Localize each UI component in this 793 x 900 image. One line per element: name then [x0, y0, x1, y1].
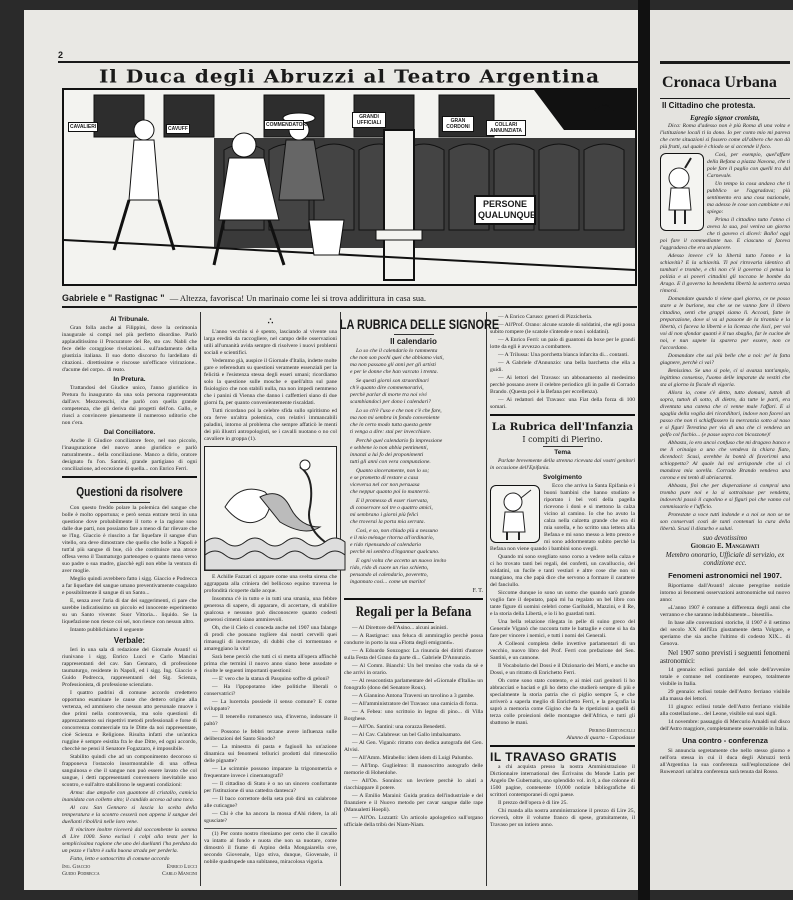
- poem-signature: F. T.: [472, 588, 483, 594]
- poem-line: ingannato così... come un marito!: [350, 579, 426, 585]
- paragraph: Benissimo. Se uno si pole, ci si avanza tant'ampio, legittimo consenso, l'uomo delle imparate da vestiti che sta al giorno la fiscale di vigoria.: [660, 367, 790, 388]
- poem-line: e il mio ménage ritorna all'ordinario,: [350, 535, 434, 541]
- poem-line: che non son pochi quei che abbiamo visti,: [350, 355, 444, 361]
- gift-item: — A Edoardo Sonzogno: La rinuncia dei diritti d'autore sulla Festa del Grano da parte di... Gabriele D'Annunzio.: [344, 648, 483, 661]
- poem-line: Così, e so, non chiudo più a nessuno: [356, 528, 438, 534]
- signature: Enrico Lucci: [166, 864, 197, 870]
- paragraph: Il Vocabolario del Dossi e il Dizionario dei Morti, e anche un Dossi, e un ritratto di Enrichetto Ferri.: [490, 663, 635, 676]
- header-rule: [58, 61, 638, 63]
- ornament-stars: ∴: [267, 316, 274, 326]
- paragraph: Riportiamo dall'Avanti! alcune peregrine notizie intorno ai fenomeni osservazioni astronomiche sul nuovo anno:: [660, 582, 790, 603]
- poem-line: viceversa nel cor non persuasa: [350, 482, 420, 488]
- page-gutter: [638, 0, 650, 900]
- poem-title: Il calendario: [390, 337, 437, 346]
- poem-line: ma non passano gli anni per gli artisti: [350, 362, 436, 368]
- headline: Il Duca degli Abruzzi al Teatro Argentina: [98, 65, 601, 87]
- column-1: [62, 314, 197, 886]
- poem-line: e per le donne che han varcato i trenta.: [350, 369, 438, 375]
- paragraph: Chi manda alla nostra amministrazione il prezzo di Lire 25, riceverà, oltre il volume franco di spese, gratuitamente, il Travaso per un intiero anno.: [490, 808, 635, 828]
- paragraph: Fatto, letto e sottoscritto di comune accordo: [70, 856, 170, 862]
- question: — La lucertola possiede il senso comune? E come sviluppato?: [204, 699, 337, 712]
- column-divider: [486, 312, 487, 886]
- poem-line: che troverai la porta mia serrata.: [350, 519, 425, 525]
- poem-stanza: [350, 468, 483, 496]
- column-divider: [200, 312, 201, 886]
- paragraph: Oh, che il Cielo ci conceda anche nel 1907 una falange di prodi che possano togliere dai nostri cervelli quei rimasugli di incertezze, di dubbi che ci tormentano e amareggiano la vita!: [204, 625, 337, 652]
- column-4: [490, 314, 635, 886]
- gift-item: — All'Amm. Mirabello: idem idem di Luigi Palumbo.: [352, 755, 474, 761]
- gift-item: — A Enrico Caruso: generi di Pizzicheria.: [498, 314, 593, 320]
- poem-line: innanzi a lui fo dei proponimenti: [350, 452, 424, 458]
- poem-line: Se questi giorni son straordinari: [356, 378, 429, 384]
- paragraph: Arma: due ampolle con guantone di cristallo, camicia inamidata con colletto alto; il candido acceso ad una toca.: [62, 790, 197, 803]
- paragraph: L'anno vecchio si è spento, lasciando al vivente una larga eredità da raccogliere, nel campo delle osservazioni utili all'umanità avida sempre di risolvere i nuovi problemi sociali e scientifici.: [204, 329, 337, 356]
- poem-stanza: [350, 378, 483, 406]
- gift-item: — Al resocontista parlamentare del «Giornale d'Italia» un fonografo (dono del Senatore Roux).: [344, 678, 483, 691]
- sign-devoted: suo devotissimo: [702, 533, 748, 542]
- question: — Il baco correttore della seta può dirsi un calabrone alle cuticagne?: [204, 796, 337, 809]
- section-title: Verbale:: [113, 636, 146, 645]
- paragraph: Insomma c'è in tutto e in tutti una smania, una febbre generosa di sapere, di apparare, di accertare, di stabilire qualcosa e nessuno può disconoscere quanto codesti generosi cimenti siano ammirevoli.: [204, 596, 337, 623]
- paragraph: Trattandosi del Giudice unico, l'anno giuridico in Pretura fu inaugurato da una sola persona rappresentata dall'avv. Mezzoreschi, che parlò con quella grande competenza, che gli deriva dai progetti dell'on. Gallo, e riuscì a convincere pienamente il numeroso uditorio che non c'era.: [62, 385, 197, 426]
- poem-line: perchè mi sembra d'ingannar qualcuno.: [350, 549, 440, 555]
- signature: Ing. Giaccio: [62, 864, 91, 870]
- question: — La minestra di pasta e fagiuoli ha un'azione dinamica sui fenomeni tellurici prodotti dal rimescolio delle pignatte?: [204, 744, 337, 764]
- gift-item: — All'Imp. Guglielmo: Il manoscritto autografo delle memorie di Hohenlohe.: [344, 763, 483, 776]
- paragraph: Allora io, come s'è detto, tutto domani, tuttoh di sopra, tuttoh di sotto, di dietro, da tutte le parti, era diventata una catena che ci venne male l'affari. E si sgaglia della voglia dei ricordiltori, indove non facevi un passo che non ti schiaffassero la mercanzia sotto al naso e si figuri Terestina per via di una che ci vendeva un golfo col fischio... (e passe sopra con bicozzone)!: [660, 389, 790, 438]
- paragraph: Sarà bene perciò che tutti ci si metta all'opera affinchè prima che termini il nuovo anno siano bene assodate e risolte le seguenti importanti questioni:: [204, 654, 337, 674]
- section-title: Al Tribunale.: [109, 316, 149, 323]
- caption-text: — Altezza, favorisca! Un marinaio come lei si trova addirittura in casa sua.: [169, 293, 427, 303]
- poem-line: ti venga a dire: stai per invecchiare.: [350, 429, 432, 435]
- svolgimento-label: Svolgimento: [542, 474, 582, 481]
- paragraph: Con questo freddo polare la polemica del sangue che bolle è molto opportuna; e però senza entrare terzi in una questione dove probabilmente il torto e la ragione sono dalle due parti, non possiamo fare a meno di far rilevare che se l'Ing. Giaccio è riuscito a far liquefare il sangue d'un vitello, ora deve dimostrare che quello che bolle a Napoli è tutt'al più sangue di bue, ciò che costituisce una atroce offesa verso il Taumaturgo partenopeo o quanto meno verso suo padre o sua madre, giacchè egli non ebbe la ventura di aver moglie.: [62, 505, 197, 574]
- paragraph: Siccome dunque io sono un uomo che quando sarò grande voglio fare il deputato, papà mi ha regalato un bel libro con tante figure di uomini celebri come Garibaldi, Mazzini, e il Re, e la storia della Libertà, e io li ho guardati tutti.: [490, 590, 635, 617]
- question: — Ha l'ippopotamo idee politiche liberali o conservatrici?: [204, 684, 337, 697]
- gift-item: — A Trilussa: Una porchetta bianca infarcita di... contanti.: [498, 352, 629, 358]
- question: — Le scimmie possono imparare la trigonometria e frequentare invece i cinematografi?: [204, 766, 337, 779]
- article-title: Questioni da risolvere: [76, 484, 183, 499]
- poem-line: Perchè quel calendario fa impressione: [356, 438, 443, 444]
- paragraph: Quando mi sono svegliato sono corso a vedere nella calza e ci ho trovato tanti bei regali, dei confetti, un cavalluccio, dei soldatini, un fucile e tanti vestiari e altre cose che non si mangiano, ma che papà dice che servono a formare il carattere del fanciullo.: [490, 554, 635, 588]
- signature: Guido Podrecca: [62, 871, 100, 877]
- poem-stanza: [350, 408, 483, 436]
- sign-cavuff: CAVUFF: [168, 126, 188, 132]
- regali-title: Regali per la Befana: [355, 605, 472, 620]
- paragraph: Vedemmo già, auspice il Giornale d'Italia, indette molte gare e referendum su questioni veramente essenziali per la felicità e l'esistenza stessa degli esseri umani; ricordiamo solo la questione sulle mosche e quell'altra sul pane fisiologico che non stabilì nulla, ma non impedì nemmeno che i panini di Vienna che danno i caffettieri siano di due giorni fa, per quanto convenientemente riscaldati.: [204, 358, 337, 406]
- caption-rule: [62, 306, 637, 308]
- poem-line: Lo so ch'è l'uso e che non c'è che fare,: [356, 408, 442, 414]
- rubrica-signore-title: LA RUBRICA DELLE SIGNORE: [339, 316, 500, 332]
- paragraph: Ecco che arriva la Santa Epifania e i buoni bambini che hanno studiato e riportato i bei voti della pagella ricevono i doni e si mettono la calza vicino al camino. Io che ho avuto la calza nella calzetta grande che era di mia sorella, e ho scritto una lettera alla Befana e mi sono messo a letto presto e mi sono addormentato subito perchè la Befana non viene quando i bambini sono svegli.: [490, 483, 635, 552]
- gift-item: — A Giannino Antona Traversi un tavolino a 3 gambe.: [352, 693, 475, 699]
- salutation: Egregio signor cronista,: [690, 114, 760, 122]
- paragraph: Il vincitore inoltre riceverà dal soccombente la somma di Lire 1000. Sono esclusi i colpi alla testa per la semplicissima ragione che uno dei duellanti l'ha perduta da un pezzo e l'altro è sulla buona strada per perderla.: [62, 827, 197, 854]
- gift-item: — A Febea: uno scrittoio in legno di pino... di Villa Borghese.: [344, 709, 483, 722]
- paragraph: Così, per esempio, quel'affare della Befana a piazza Navona, che ti pole fare il paglio con quelli tra dal Carnevale.: [707, 151, 790, 179]
- paragraph: Intanto pubblichiamo il seguente: [70, 627, 144, 633]
- poem-line: di conservare sol tre o quattro amici,: [350, 505, 433, 511]
- paragraph: 14 gennaio: eclissi parziale del sole dell'avvenire totale e comune nel continente europeo, totalmente visibile in Italia.: [660, 666, 790, 687]
- paragraph: In base alle convenzioni storiche, il 1907 è il settimo del secolo XX dell'Era giustamente detta Volgare, e speriamo che sia anche l'ultimo di codesto XIX... di Genova.: [660, 619, 790, 647]
- paragraph: Protestate a voce tutti indonde e a noi se non se ne son conservati costi de tanti contenuti la cura della libertà. Scusi il disturbo e saluti.: [660, 511, 790, 532]
- poem-line: e sebbene io non abbia pentimenti,: [350, 445, 428, 451]
- gift-item: — Al Comm. Bianchi: Un bel trenino che vada da sè e che arrivi in orario.: [344, 663, 483, 676]
- gift-item: — Al Direttore dell'Asino... alcuni asinisti.: [352, 625, 448, 631]
- poem-line: E ogni volta che accetto un nuovo invito: [356, 558, 447, 564]
- cittadino-subtitle: Il Cittadino che protesta.: [662, 101, 756, 110]
- page-number: 2: [58, 50, 64, 60]
- poem-line: e se prometto di restare a casa: [350, 475, 419, 481]
- question: — Il tenerello romanesco usa, d'inverno, indossare il paltò?: [204, 714, 337, 727]
- gift-item: — A Emilio Maraini: Guida pratica dell'industriale e del finanziere e il Nuovo metodo per cavar sangue dalle rape (Manualetti Hoepli).: [344, 793, 483, 813]
- sign-gran-cordoni: GRAN CORDONI: [442, 116, 474, 132]
- gift-item: — All'amministratore del Travaso: una camicia di forza.: [352, 701, 478, 707]
- sign-cavalieri: CAVALIERI: [70, 124, 97, 130]
- regali-list: [344, 625, 483, 829]
- paragraph: Stabilito quindi che ad un componimento decoroso si frapponeva l'ostacolo insormontabile di una offesa sanguinosa e che il sangue non può essere lavato che col sangue, i detti rappresentanti convennero inevitabile uno scontro, e sull'altro stabilirono le seguenti condizioni:: [62, 754, 197, 788]
- question: — Possono le febbri terzane avere influenza sulle deliberazioni del Santo Sinodo?: [204, 729, 337, 742]
- question: — Il cittadino di Stato è o no un sincero confortante per l'istituzione di una cattedra dantesca?: [204, 781, 337, 794]
- pierino-signature: Pierino Bertoncelli: [588, 728, 635, 734]
- paragraph: Meglio quindi avrebbero fatto i sigg. Giaccio e Podrecca a far liquefare del sangue umano preventivamente coagulato e possibilmente il sangue di un Santo...: [62, 576, 197, 596]
- footnote: (1) Per conto nostro riteniamo per certo che il cavallo va intatto al fondo e nuota che non sa nuotare, come dimostrò il fiume di Arpino della Mongaiarella ove, secondo Giovenale, Ugo stiva, dunque, Giovenale, il nobile quadrupede una subitanea, miracolosa vigoria.: [204, 828, 337, 866]
- regali-list-continued: [490, 314, 635, 411]
- poem-stanza: [350, 528, 483, 556]
- poem-line: Quanto sinceramente, non lo so;: [356, 468, 430, 474]
- paragraph: Tutti ricordano poi la celebre sfida sullo spiritismo ed ora ferve un'altra polemica, con relativi immancabili paladini, intorno al problema che sempre affaticò le menti dei più illustri antropologisti, se i cavalli nuotano o no col cavaliere in groppa (1).: [204, 408, 337, 442]
- poem-line: che neppur quanto poi lo manterrò.: [350, 489, 430, 495]
- column-2: [204, 314, 337, 886]
- gift-item: — Ai redattori del Travaso: una Fiat della forza di 100 somari.: [490, 397, 635, 410]
- gift-item: — Al Gen. Viganò: ritratto con dedica autografa del Gen. Alvisi.: [344, 740, 483, 753]
- gift-item: — Al Cav. Calabrese: un bel Gallo imbalsamato.: [352, 732, 462, 738]
- gift-item: — A Rastignac: una feluca di ammiraglio perchè possa condurre in porto la sua «Flotta degli emigranti».: [344, 633, 483, 646]
- travaso-gratis-title: IL TRAVASO GRATIS: [490, 745, 635, 764]
- paragraph: E Achille Fazzari ci appare come una svelta sirena che aggrappata alla criniera del bellicoso equino traversa le profondità ricoperte dalle acque.: [204, 574, 337, 594]
- poem-line: rido, rido di cuore un riso schietto,: [350, 565, 429, 571]
- section-title: Dal Conciliatore.: [103, 429, 156, 436]
- poem-line: pensando al calendario, poveretto,: [350, 572, 428, 578]
- poem-line: perchè parlar di morte tra noi vivi: [350, 392, 427, 398]
- cronaca-urbana-title: Cronaca Urbana: [662, 74, 777, 91]
- theater-cartoon: [64, 90, 635, 284]
- paragraph: Abbasta, io ero ancoi confuso che mi dragavo banco e me li orinaigo a uno che vendeva la chiara fiato, dicendoci: Scusi, avrebbe la bontà di favorirmi una schioppetta? Al quale lui mi arrisponde che si ci mandava mia sorella. Corrado Brando vendeva una corona e mi tentò di ubriacarmi.: [660, 439, 790, 481]
- poem-stanza: [350, 558, 483, 586]
- paragraph: Domandate quando ti viene quel giorno, ce ne posso stare a le burlone, ma che se ne vanno fare il libero cittadino, senti che gruppi siamo lì. Accosti, fatte le preparazione, dove si va al passone de la tirannia e la libertà, ci faceva la libertà e la licenza che lisci, per voi voi di non sfondar quanti è il tuo sbaglio, far le cucine de noi, e nun sapete la sparera per essere, non ce l'accordano.: [660, 295, 790, 351]
- paragraph: 29 gennaio: eclissi totale dell'Astro ferriano visibile alla massa dei lettori.: [660, 688, 790, 702]
- poem-line: E il promesso di esser riservata,: [356, 498, 429, 504]
- infanzia-title: La Rubrica dell'Infanzia: [491, 421, 634, 433]
- paragraph: Dica: Roma d'adesso non è più Roma di una volta e l'istituzione locali ti la dono. Io per conto mio mi pareva che certe situazioni si fossero come all'albero che non dà più frutti, sul quale è chiodo se si accende il foco.: [660, 122, 790, 150]
- gift-item: — All'Prof. Orano: alcune scatole di soldatini, che egli possa subito rompere (le scatole s'intende e non i soldatini).: [490, 322, 635, 335]
- sign-collari-annunziata: COLLARI ANNUNZIATA: [486, 120, 526, 136]
- fenomeni-title: Fenomeni astronomici nel 1907.: [668, 570, 782, 580]
- section-title: In Pretura.: [113, 376, 146, 383]
- paragraph: Ieri in una sala di redazione del Giornale Avanti! si riunivano i sigg. Enrico Lucci e Carlo Mancini rappresentanti del cav. San Gennaro, di professione taumaturgo, residente in Napoli, ed i sigg. Ing. Giaccio e Guido Podrecca, rappresentanti del Sig. Scienza, Professionista, di professione scienziato.: [62, 647, 197, 688]
- paragraph: «L'anno 1907 è comune a differenza degli anni che verranno e che saranno indubbiamente... bisestili».: [660, 604, 790, 618]
- paragraph: Prima il cittadino tutto l'anno ci aveva la sua, poi veniva un giorno che ti gavevo ci dicevi: Ballo! oggi poi fare il commediante tuo. E ciascuno si faceva l'aggradava che era un piacere.: [660, 216, 790, 251]
- right-title-rule: [660, 98, 790, 99]
- pierino-illustration: [490, 485, 540, 543]
- column-divider: [340, 312, 341, 886]
- question: — Chi è che ha ancora la mossa d'Ahi ridere, la ali sgusciate?: [204, 811, 337, 824]
- paragraph: 14 novembre: passaggio di Mercurio Arnaldi sul disco dell'Astro maggiore, completamente osservabile in Italia.: [660, 718, 790, 732]
- column-3: [339, 314, 500, 886]
- cartoon-illustration: [62, 88, 637, 286]
- right-header-rule: [660, 61, 790, 64]
- poem-line: mi sembrano i giorni più felici: [350, 512, 419, 518]
- paragraph: a chi acquista presso la nostra Amministrazione il Dictionnaire international des Écrivains du Monde Latin per Angelo De Gubernatis, uno splendido vol. in 8, a due colonne di 1500 pagine, contenente 10,000 notizie bibliografiche di scrittori contemporanei di ogni paese.: [490, 764, 635, 798]
- sign-persone-qualunque: PERSONE QUALUNQUE: [474, 195, 536, 225]
- paragraph: I quattro padrini di comune accordo credettero opportuno esaminare le cause che dettero origine alla vertenza, ed ammisero che nessun atto personale muove i due primi nella controversia, ma solo questioni di apprezzamento sui rispettivi metodi professionali e forse di concorrenza commerciale tra le Ditte da noi rappresentate, cioè Scienza e Religione. Risulta infatti che un'antica ruggine è sempre esistita fra le due Ditte, ed ogni accordo, checchè ne pensi il Senatore Fogazzaro, è impossibile.: [62, 690, 197, 752]
- siren-horse-illustration: [204, 446, 337, 571]
- paragraph: Adesso invece c'è la libertà tutto l'anno e la schiavitù? E la schiavitù. Ti poi ritrovarla identico di tamburi e trombe, e chi non c'è il governo ci pensa la polizia e ai poveri cittadini gli toccano le bombe da Arago. E il governo la benedetta libertà la sotterra senza rimorsi.: [660, 252, 790, 294]
- gift-item: — All'On. Santini: una corazza Benedetti.: [352, 724, 447, 730]
- caption-names: Gabriele e " Rastignac ": [62, 293, 165, 303]
- paragraph: Un tempo la cosa andava che ti pubblico se l'aggradava; più sentimento era una cosa nazionale, ma adesso le cose son cambiate e mi spiego:: [707, 180, 790, 215]
- paragraph: E, senza aver l'aria di dar dei suggerimenti, ci pare che sarebbe indicatissimo un piccolo ed innocente esperimento su un Santo vivente: Suor Vittoria... liquido. Se la liquefazione non riesce coi sei, non riesce con nessun altro.: [62, 598, 197, 625]
- gift-item: — All'On. Luzzatti: Un articolo apologetico sull'organo ufficiale della tribù dei Niam-Niam.: [344, 815, 483, 828]
- paragraph: Gran folla anche ai Filippini, dove la cerimonia inaugurale si compì nel più perfetto disordine. Parlò applauditissimo il Procuratore del Re, sto cav. Nabli che fece delle coraggiose rivelazioni... sull'andamento della giustizia italiana. Il suo dotto discorso fu lardellato di citazioni.. direttissime e riscosse un'efficace virirazione.. d'acume del corpo.. di reato.: [62, 325, 197, 373]
- gift-item: — All'On. Sonnino: un levriere perchè lo aiuti a riacchiappare il potere.: [344, 778, 483, 791]
- contro-conferenza-title: Una contro - conferenza: [682, 735, 768, 745]
- poem-stanza: [350, 438, 483, 466]
- question: — E' vero che la statua di Pasquino soffre di geloni?: [212, 676, 330, 682]
- paragraph: Domandate che sai più belle che a noi: pe' la fatta giugnere, perchè ci vai?: [660, 352, 790, 366]
- paragraph: Una bella relazione rilegata in pelle di suino greco del Generale Viganò che racconta tutte le battaglie e come si ha da fare per vincere i nemici, e tutti i nomi dei Generali.: [490, 619, 635, 639]
- tema-label: Tema: [554, 449, 571, 456]
- poem-line: tutti gli anni con vera compunzione.: [350, 459, 431, 465]
- paragraph: A Colleoni completa delle invettive parlamentari di un vecchio, nuovo libro del Prof. Ferri con prefazione del Sen. Santini, e un cannone.: [490, 641, 635, 661]
- poem-stanza: [350, 498, 483, 526]
- cartoon-caption: [62, 293, 637, 303]
- paragraph: Oh come sono stato contento, e ai miei cari genitori li ho abbracciati e baciati e gli ho detto che studierò sempre di più e specialmente la storia patria che ci piglio sempre 5, e che arriverò a saperla meglio di Enrichetto Ferri, e la geografia la saprò a memoria come Gigino che fa le ripetizioni a quelli di terza colle proiezioni delle montagne dell'Africa, e tutti gli sbattono le mani.: [490, 678, 635, 726]
- poem-line: ma non mi sembra in fondo conveniente: [350, 415, 440, 421]
- paragraph: Il prezzo dell'opera è di lire 25.: [498, 800, 568, 806]
- right-column: [660, 114, 790, 777]
- paragraph: Al cav. San Gennaro si lascia la scelta della temperatura e la scontro cesserà non appena il sangue dei duellanti ribollirà nelle loro vene.: [62, 805, 197, 825]
- poem-body: [344, 348, 483, 586]
- sign-commendatori: COMMENDATORI: [266, 122, 308, 128]
- paragraph: Parlate brevemente della strenna ricevuta dai vostri genitori in occasione dell'Epifania.: [490, 458, 635, 471]
- poem-line: che in certo modo tutta questa gente: [350, 422, 432, 428]
- signature: Carlo Mancini: [162, 871, 197, 877]
- infanzia-subtitle: I compiti di Pierino.: [522, 435, 603, 444]
- paragraph: Nel 1907 sono previsti i seguenti fenomeni astronomici:: [660, 648, 790, 665]
- paragraph: Abbasta, fini che per disperazione si comprai una tromba pure noi e la si sottrainase per vendetta, indovechi passò il capolino e si figuri poi che vanno col commissario e l'ufficio.: [660, 482, 790, 510]
- citizen-illustration: [660, 153, 704, 231]
- poem-stanza: [350, 348, 483, 376]
- gift-item: — A Enrico Ferri: un paio di guantoni da boxe per le grandi lotte da egli è avvezzo a combattere.: [490, 337, 635, 350]
- gift-item: — A Gabriele d'Annunzio: una bella barchetta che ella a guidi.: [490, 360, 635, 373]
- paragraph: Anche il Giudice conciliatore fece, nel suo piccolo, l'inaugurazione del nuovo anno giuridico e parlò naturalmente... della conciliazione. Manco a dirlo, oratore designato fu l'on. Santini, grande partigiano di ogni conciliazione, ad eccezione di quella... con Enrico Ferri.: [62, 438, 197, 472]
- gift-item: — Ai lettori del Travaso: un abbonamento al medesimo perchè possano avere il celebre periodico gli in palle di Corrado Brando. (Questa poi è la Befana per eccellenza).: [490, 375, 635, 395]
- poem-line: Lo so che il calendario lo rammenta: [356, 348, 438, 354]
- paragraph: 11 giugno: eclissi totale dell'Astro ferriano visibile alla costellazione... del Leone, visibile sui suoi sigli.: [660, 703, 790, 717]
- poem-line: e rido ripensando al calendario: [350, 542, 422, 548]
- sign-title: Membro onorario, Ufficiale di servizio, ex condizione ecc.: [665, 550, 785, 567]
- pierino-class: Alunno di quarta - Caposlasse: [566, 735, 635, 741]
- poem-line: ch'è quanto dire commemorativi,: [350, 385, 424, 391]
- sign-grandi-ufficiali: GRANDI UFFICIALI: [352, 112, 386, 128]
- sign-name: Giorgio E. Mangiavati: [690, 542, 760, 550]
- poem-line: scambiandoci per dono i calendari?: [350, 399, 432, 405]
- paragraph: Si annuncia segretamente che nello stesso giorno e nell'ora stessa in cui il duca degli Abruzzi terrà all'Argentina la sua conferenza sull'esplorazione del Ruwenzori un'altra conferenza sarà tenuta dal Rosso.: [660, 747, 790, 775]
